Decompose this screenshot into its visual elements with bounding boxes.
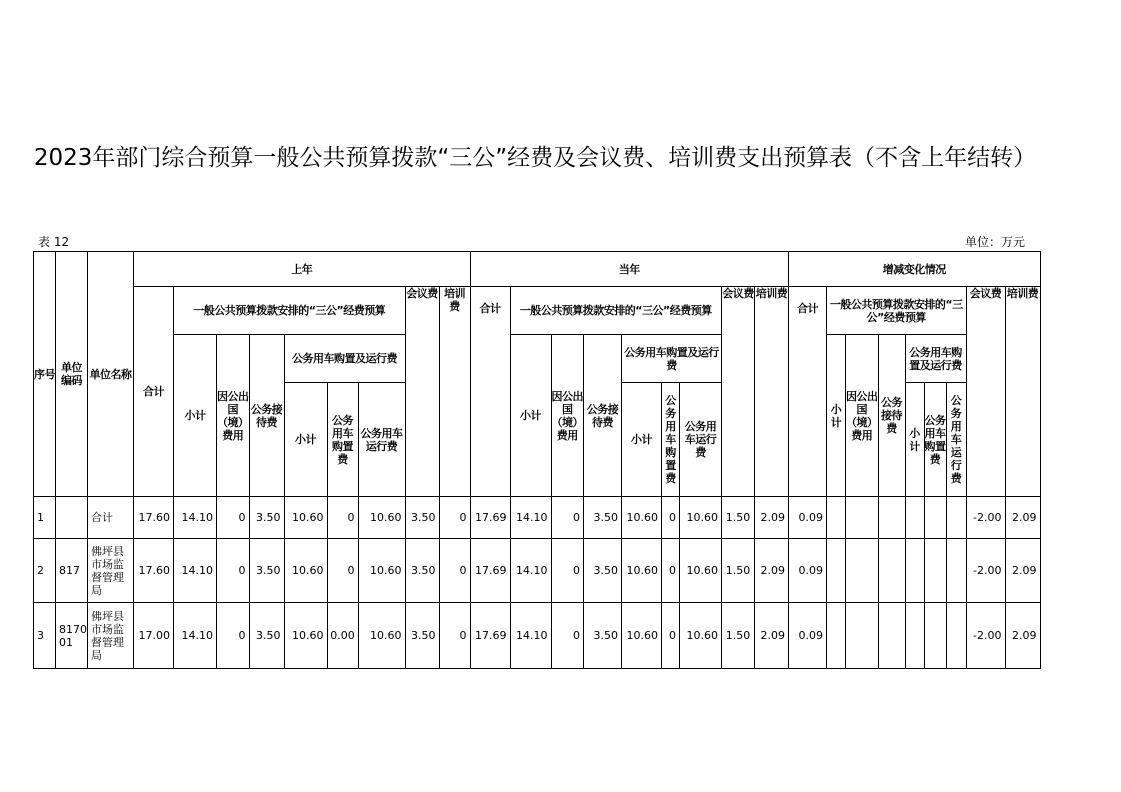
cell-unit-code: 817	[56, 539, 88, 603]
cell-change-training: 2.09	[1005, 497, 1040, 539]
header-row-2	[34, 287, 1041, 335]
cell-curr-meeting: 1.50	[722, 539, 755, 603]
cell-prev-subtotal: 14.10	[174, 539, 217, 603]
cell-curr-total: 17.69	[470, 539, 510, 603]
cell-curr-abroad: 0	[551, 539, 584, 603]
header-subtotal: 小计	[510, 335, 551, 497]
cell-prev-vehicle-operation: 10.60	[358, 603, 405, 669]
header-reception: 公务接待费	[878, 335, 905, 497]
cell-prev-training: 0	[439, 603, 470, 669]
header-sangong: 一般公共预算拨款安排的“三公”经费预算	[510, 287, 722, 335]
header-group-prev: 上年	[134, 252, 471, 287]
cell-curr-meeting: 1.50	[722, 603, 755, 669]
header-total: 合计	[470, 287, 510, 497]
cell-curr-vehicle-subtotal: 10.60	[622, 603, 662, 669]
header-group-change: 增减变化情况	[789, 252, 1041, 287]
cell-change-meeting: -2.00	[966, 497, 1005, 539]
cell-prev-meeting: 3.50	[405, 539, 439, 603]
cell-unit-name: 合计	[88, 497, 134, 539]
cell-change-meeting: -2.00	[966, 603, 1005, 669]
header-row-3	[34, 335, 1041, 383]
cell-unit-name: 佛坪县市场监督管理局	[88, 603, 134, 669]
cell-curr-reception: 3.50	[584, 497, 622, 539]
header-meeting: 会议费	[966, 287, 1005, 497]
header-subtotal: 小计	[905, 383, 924, 497]
cell-change-reception	[878, 539, 905, 603]
header-training: 培训费	[439, 287, 470, 497]
header-subtotal: 小计	[284, 383, 327, 497]
cell-change-total: 0.09	[789, 497, 827, 539]
cell-prev-vehicle-purchase: 0	[327, 539, 358, 603]
cell-prev-abroad: 0	[217, 497, 250, 539]
cell-seq: 1	[34, 497, 56, 539]
cell-curr-training: 2.09	[755, 539, 789, 603]
cell-curr-training: 2.09	[755, 603, 789, 669]
cell-prev-reception: 3.50	[249, 497, 284, 539]
cell-curr-subtotal: 14.10	[510, 539, 551, 603]
cell-prev-vehicle-subtotal: 10.60	[284, 497, 327, 539]
cell-change-subtotal	[827, 603, 846, 669]
cell-change-reception	[878, 603, 905, 669]
header-sangong: 一般公共预算拨款安排的“三公”经费预算	[827, 287, 967, 335]
cell-prev-reception: 3.50	[249, 539, 284, 603]
cell-change-training: 2.09	[1005, 539, 1040, 603]
cell-unit-name: 佛坪县市场监督管理局	[88, 539, 134, 603]
header-reception: 公务接待费	[584, 335, 622, 497]
header-vehicle-purchase: 公务用车购置费	[924, 383, 946, 497]
header-sangong: 一般公共预算拨款安排的“三公”经费预算	[174, 287, 406, 335]
cell-seq: 2	[34, 539, 56, 603]
cell-curr-vehicle-subtotal: 10.60	[622, 539, 662, 603]
cell-change-vehicle-subtotal	[905, 603, 924, 669]
cell-curr-subtotal: 14.10	[510, 497, 551, 539]
header-training: 培训费	[755, 287, 789, 497]
header-vehicle-operation: 公务用车运行费	[358, 383, 405, 497]
header-abroad: 因公出国（境）费用	[217, 335, 250, 497]
table-row	[34, 603, 1041, 669]
cell-curr-vehicle-operation: 10.60	[680, 497, 722, 539]
cell-unit-code: 817001	[56, 603, 88, 669]
cell-change-training: 2.09	[1005, 603, 1040, 669]
cell-change-vehicle-subtotal	[905, 497, 924, 539]
cell-prev-total: 17.60	[134, 497, 174, 539]
header-subtotal: 小计	[827, 335, 846, 497]
header-subtotal: 小计	[174, 335, 217, 497]
header-vehicle-operation: 公务用车运行费	[680, 383, 722, 497]
cell-change-vehicle-subtotal	[905, 539, 924, 603]
cell-curr-total: 17.69	[470, 603, 510, 669]
cell-change-abroad	[846, 539, 879, 603]
table-row	[34, 497, 1041, 539]
cell-prev-vehicle-subtotal: 10.60	[284, 603, 327, 669]
cell-change-meeting: -2.00	[966, 539, 1005, 603]
cell-change-subtotal	[827, 497, 846, 539]
cell-curr-total: 17.69	[470, 497, 510, 539]
cell-prev-total: 17.60	[134, 539, 174, 603]
cell-curr-meeting: 1.50	[722, 497, 755, 539]
cell-unit-code	[56, 497, 88, 539]
header-meeting: 会议费	[405, 287, 439, 497]
cell-change-abroad	[846, 603, 879, 669]
cell-change-total: 0.09	[789, 603, 827, 669]
cell-curr-vehicle-purchase: 0	[662, 603, 680, 669]
cell-prev-abroad: 0	[217, 539, 250, 603]
cell-change-vehicle-operation	[946, 497, 966, 539]
cell-curr-training: 2.09	[755, 497, 789, 539]
cell-prev-abroad: 0	[217, 603, 250, 669]
cell-change-subtotal	[827, 539, 846, 603]
cell-prev-subtotal: 14.10	[174, 603, 217, 669]
cell-curr-vehicle-purchase: 0	[662, 497, 680, 539]
cell-prev-subtotal: 14.10	[174, 497, 217, 539]
cell-prev-training: 0	[439, 539, 470, 603]
header-vehicle-operation: 公务用车运行费	[946, 383, 966, 497]
header-row-1	[34, 252, 1041, 287]
cell-change-vehicle-purchase	[924, 603, 946, 669]
cell-prev-training: 0	[439, 497, 470, 539]
header-training: 培训费	[1005, 287, 1040, 497]
cell-change-total: 0.09	[789, 539, 827, 603]
header-vehicle: 公务用车购置及运行费	[622, 335, 722, 383]
cell-prev-vehicle-operation: 10.60	[358, 497, 405, 539]
cell-change-vehicle-purchase	[924, 497, 946, 539]
cell-prev-meeting: 3.50	[405, 603, 439, 669]
header-meeting: 会议费	[722, 287, 755, 497]
page-title: 2023年部门综合预算一般公共预算拨款“三公”经费及会议费、培训费支出预算表（不含上年结转）	[33, 145, 1037, 171]
header-group-curr: 当年	[470, 252, 789, 287]
cell-prev-vehicle-subtotal: 10.60	[284, 539, 327, 603]
cell-change-vehicle-purchase	[924, 539, 946, 603]
cell-curr-abroad: 0	[551, 497, 584, 539]
header-unit-code: 单位编码	[56, 252, 88, 497]
unit-label: 单位：万元	[964, 235, 1025, 249]
header-vehicle-purchase: 公务用车购置费	[662, 383, 680, 497]
table-number: 表 12	[38, 235, 70, 249]
header-vehicle-purchase: 公务用车购置费	[327, 383, 358, 497]
cell-curr-vehicle-purchase: 0	[662, 539, 680, 603]
cell-curr-vehicle-operation: 10.60	[680, 539, 722, 603]
cell-prev-vehicle-purchase: 0	[327, 497, 358, 539]
cell-curr-subtotal: 14.10	[510, 603, 551, 669]
cell-prev-total: 17.00	[134, 603, 174, 669]
cell-curr-reception: 3.50	[584, 603, 622, 669]
header-unit-name: 单位名称	[88, 252, 134, 497]
cell-curr-vehicle-operation: 10.60	[680, 603, 722, 669]
table-row	[34, 539, 1041, 603]
header-reception: 公务接待费	[249, 335, 284, 497]
cell-change-reception	[878, 497, 905, 539]
cell-change-abroad	[846, 497, 879, 539]
header-subtotal: 小计	[622, 383, 662, 497]
cell-curr-reception: 3.50	[584, 539, 622, 603]
header-total: 合计	[789, 287, 827, 497]
cell-seq: 3	[34, 603, 56, 669]
header-vehicle: 公务用车购置及运行费	[905, 335, 966, 383]
budget-table	[33, 251, 1041, 669]
cell-prev-vehicle-operation: 10.60	[358, 539, 405, 603]
cell-curr-abroad: 0	[551, 603, 584, 669]
cell-prev-meeting: 3.50	[405, 497, 439, 539]
cell-change-vehicle-operation	[946, 603, 966, 669]
cell-prev-vehicle-purchase: 0.00	[327, 603, 358, 669]
header-seq: 序号	[34, 252, 56, 497]
header-abroad: 因公出国（境）费用	[551, 335, 584, 497]
header-total: 合计	[134, 287, 174, 497]
header-vehicle: 公务用车购置及运行费	[284, 335, 405, 383]
cell-curr-vehicle-subtotal: 10.60	[622, 497, 662, 539]
header-abroad: 因公出国（境）费用	[846, 335, 879, 497]
cell-prev-reception: 3.50	[249, 603, 284, 669]
cell-change-vehicle-operation	[946, 539, 966, 603]
